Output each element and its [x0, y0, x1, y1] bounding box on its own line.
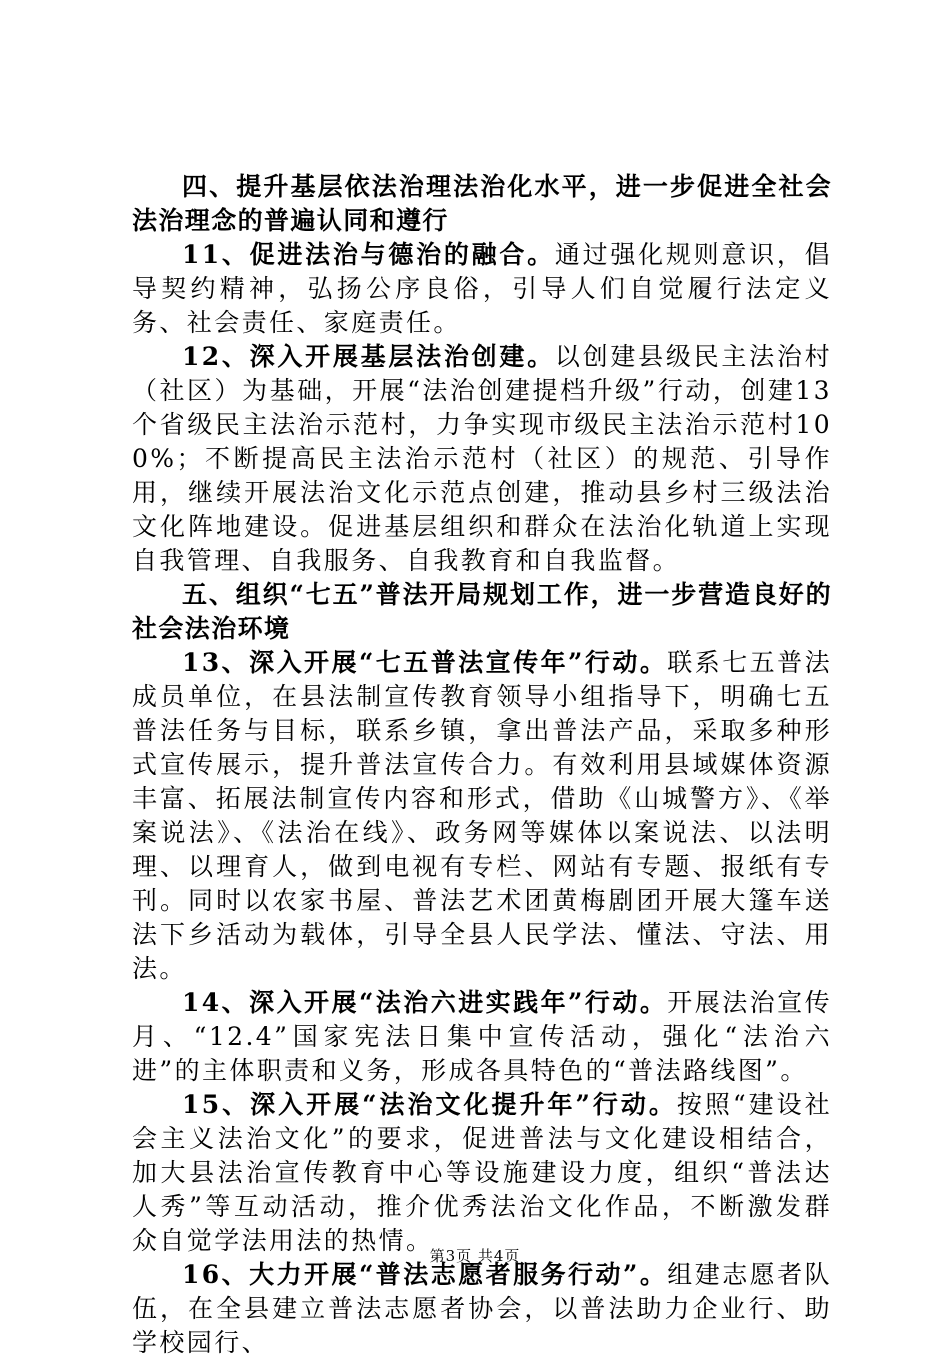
item-16-body: 组建志愿者队伍，在全县建立普法志愿者协会，以普法助力企业行、助学校园行、	[132, 1260, 832, 1357]
item-14	[132, 986, 832, 1088]
item-15-lead: 15、深入开展“法治文化提升年”行动。	[182, 1090, 677, 1119]
page-number-label: 第3页 共4页	[429, 1247, 521, 1265]
item-15-body: 按照“建设社会主义法治文化”的要求，促进普法与文化建设相结合，加大县法治宣传教育中心等设施建设力度，组织“普法达人秀”等互动活动，推介优秀法治文化作品，不断激发群众自觉学法用法的热情。	[132, 1090, 832, 1255]
item-13-lead: 13、深入开展“七五普法宣传年”行动。	[182, 648, 668, 677]
item-11	[132, 238, 832, 340]
document-body	[132, 170, 832, 1360]
item-12	[132, 340, 832, 578]
item-12-lead: 12、深入开展基层法治创建。	[182, 342, 555, 371]
section-heading-5: 五、组织“七五”普法开局规划工作，进一步营造良好的社会法治环境	[132, 580, 832, 643]
item-11-body: 通过强化规则意识，倡导契约精神，弘扬公序良俗，引导人们自觉履行法定义务、社会责任、家庭责任。	[132, 240, 832, 337]
item-12-body: 以创建县级民主法治村（社区）为基础，开展“法治创建提档升级”行动，创建13个省级民主法治示范村，力争实现市级民主法治示范村100%；不断提高民主法治示范村（社区）的规范、引导作用，继续开展法治文化示范点创建，推动县乡村三级法治文化阵地建设。促进基层组织和群众在法治化轨道上实现自我管理、自我服务、自我教育和自我监督。	[132, 342, 832, 575]
item-13	[132, 646, 832, 986]
section-heading-4: 四、提升基层依法治理法治化水平，进一步促进全社会法治理念的普遍认同和遵行	[132, 172, 832, 235]
page-footer	[0, 1245, 950, 1266]
item-14-body: 开展法治宣传月、“12.4”国家宪法日集中宣传活动，强化“法治六进”的主体职责和义务，形成各具特色的“普法路线图”。	[132, 988, 832, 1085]
item-11-lead: 11、促进法治与德治的融合。	[182, 240, 555, 269]
item-16	[132, 1258, 832, 1360]
item-13-body: 联系七五普法成员单位，在县法制宣传教育领导小组指导下，明确七五普法任务与目标，联系乡镇，拿出普法产品，采取多种形式宣传展示，提升普法宣传合力。有效利用县域媒体资源丰富、拓展法制宣传内容和形式，借助《山城警方》、《举案说法》、《法治在线》、政务网等媒体以案说法、以法明理、以理育人，做到电视有专栏、网站有专题、报纸有专刊。同时以农家书屋、普法艺术团黄梅剧团开展大篷车送法下乡活动为载体，引导全县人民学法、懂法、守法、用法。	[132, 648, 832, 983]
item-14-lead: 14、深入开展“法治六进实践年”行动。	[182, 988, 668, 1017]
item-16-lead: 16、大力开展“普法志愿者服务行动”。	[182, 1260, 668, 1289]
item-15	[132, 1088, 832, 1258]
